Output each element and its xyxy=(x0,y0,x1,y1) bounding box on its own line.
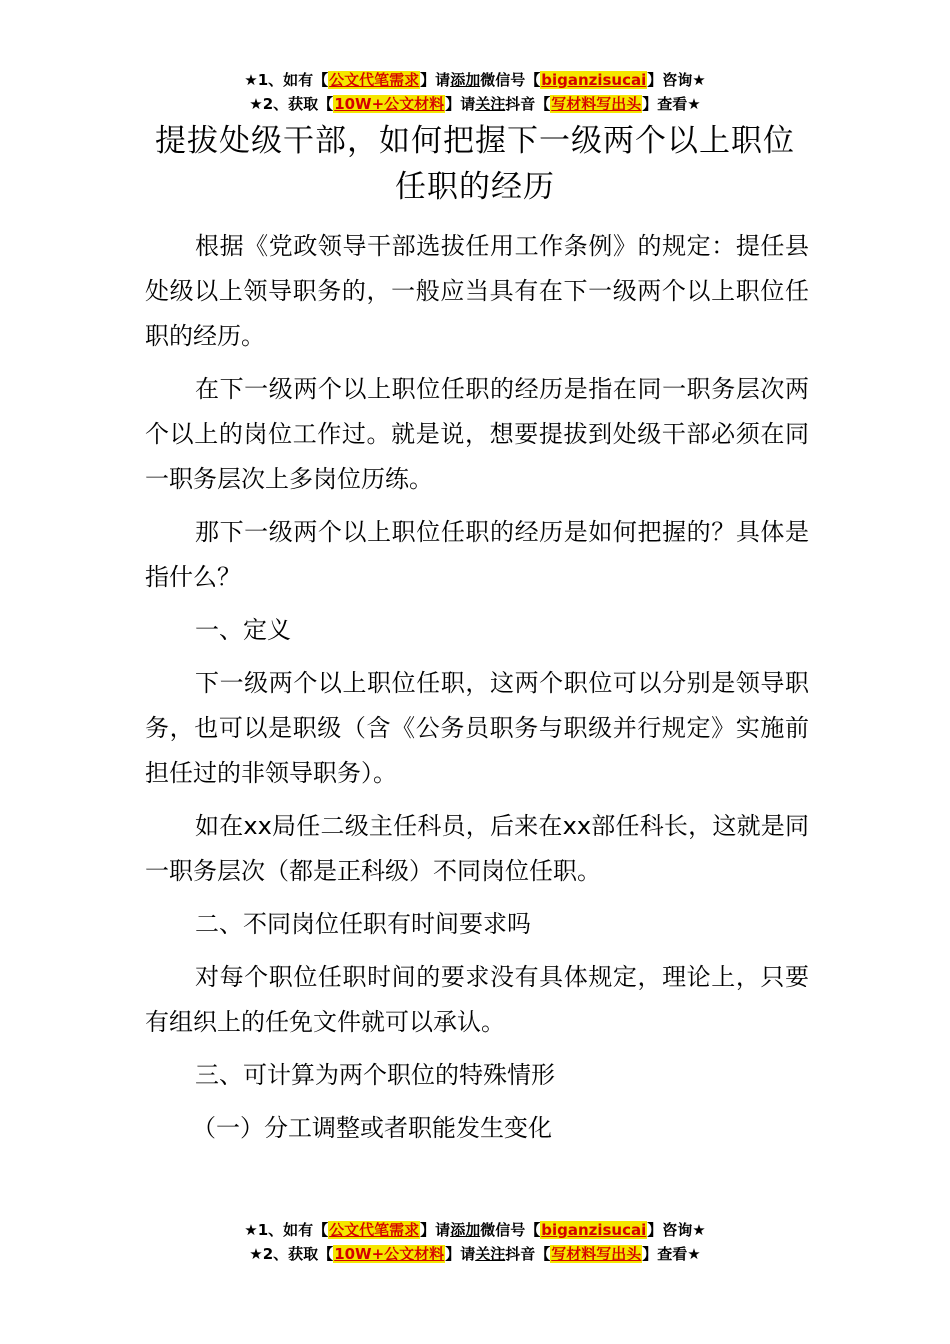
ghostwriting-highlight: 公文代笔需求 xyxy=(329,1221,420,1239)
paragraph: 根据《党政领导干部选拔任用工作条例》的规定：提任县处级以上领导职务的，一般应当具有在下一级两个以上职位任职的经历。 xyxy=(145,232,809,350)
footer-banner-line-1: ★1、如有【公文代笔需求】请添加微信号【biganzisucai】咨询★ xyxy=(244,1221,706,1239)
paragraph: 那下一级两个以上职位任职的经历是如何把握的？具体是指什么？ xyxy=(145,518,809,591)
section-heading: 三、可计算为两个职位的特殊情形 xyxy=(195,1061,555,1089)
materials-highlight: 10W+公文材料 xyxy=(334,95,445,113)
footer-banner-line-2: ★2、获取【10W+公文材料】请关注抖音【写材料写出头】查看★ xyxy=(249,1245,701,1263)
douyin-account-highlight: 写材料写出头 xyxy=(551,1245,642,1263)
paragraph: 对每个职位任职时间的要求没有具体规定，理论上，只要有组织上的任免文件就可以承认。 xyxy=(145,963,809,1036)
header-banner-line-1: ★1、如有【公文代笔需求】请添加微信号【biganzisucai】咨询★ xyxy=(244,71,706,89)
footer-banner xyxy=(0,1218,950,1266)
header-banner xyxy=(0,68,950,116)
subsection-heading: （一）分工调整或者职能发生变化 xyxy=(192,1114,552,1142)
header-banner-line-2: ★2、获取【10W+公文材料】请关注抖音【写材料写出头】查看★ xyxy=(249,95,701,113)
ghostwriting-highlight: 公文代笔需求 xyxy=(329,71,420,89)
douyin-account-highlight: 写材料写出头 xyxy=(551,95,642,113)
wechat-id-highlight: biganzisucai xyxy=(541,1221,647,1239)
wechat-id-highlight: biganzisucai xyxy=(541,71,647,89)
document-body xyxy=(145,224,809,1159)
paragraph: 在下一级两个以上职位任职的经历是指在同一职务层次两个以上的岗位工作过。就是说，想要提拔到处级干部必须在同一职务层次上多岗位历练。 xyxy=(145,375,809,493)
paragraph: 如在xx局任二级主任科员，后来在xx部任科长，这就是同一职务层次（都是正科级）不同岗位任职。 xyxy=(145,812,809,885)
materials-highlight: 10W+公文材料 xyxy=(334,1245,445,1263)
paragraph: 下一级两个以上职位任职，这两个职位可以分别是领导职务，也可以是职级（含《公务员职务与职级并行规定》实施前担任过的非领导职务）。 xyxy=(145,669,809,787)
section-heading: 一、定义 xyxy=(195,616,291,644)
document-title: 提拔处级干部，如何把握下一级两个以上职位任职的经历 xyxy=(155,123,795,205)
section-heading: 二、不同岗位任职有时间要求吗 xyxy=(195,910,531,938)
